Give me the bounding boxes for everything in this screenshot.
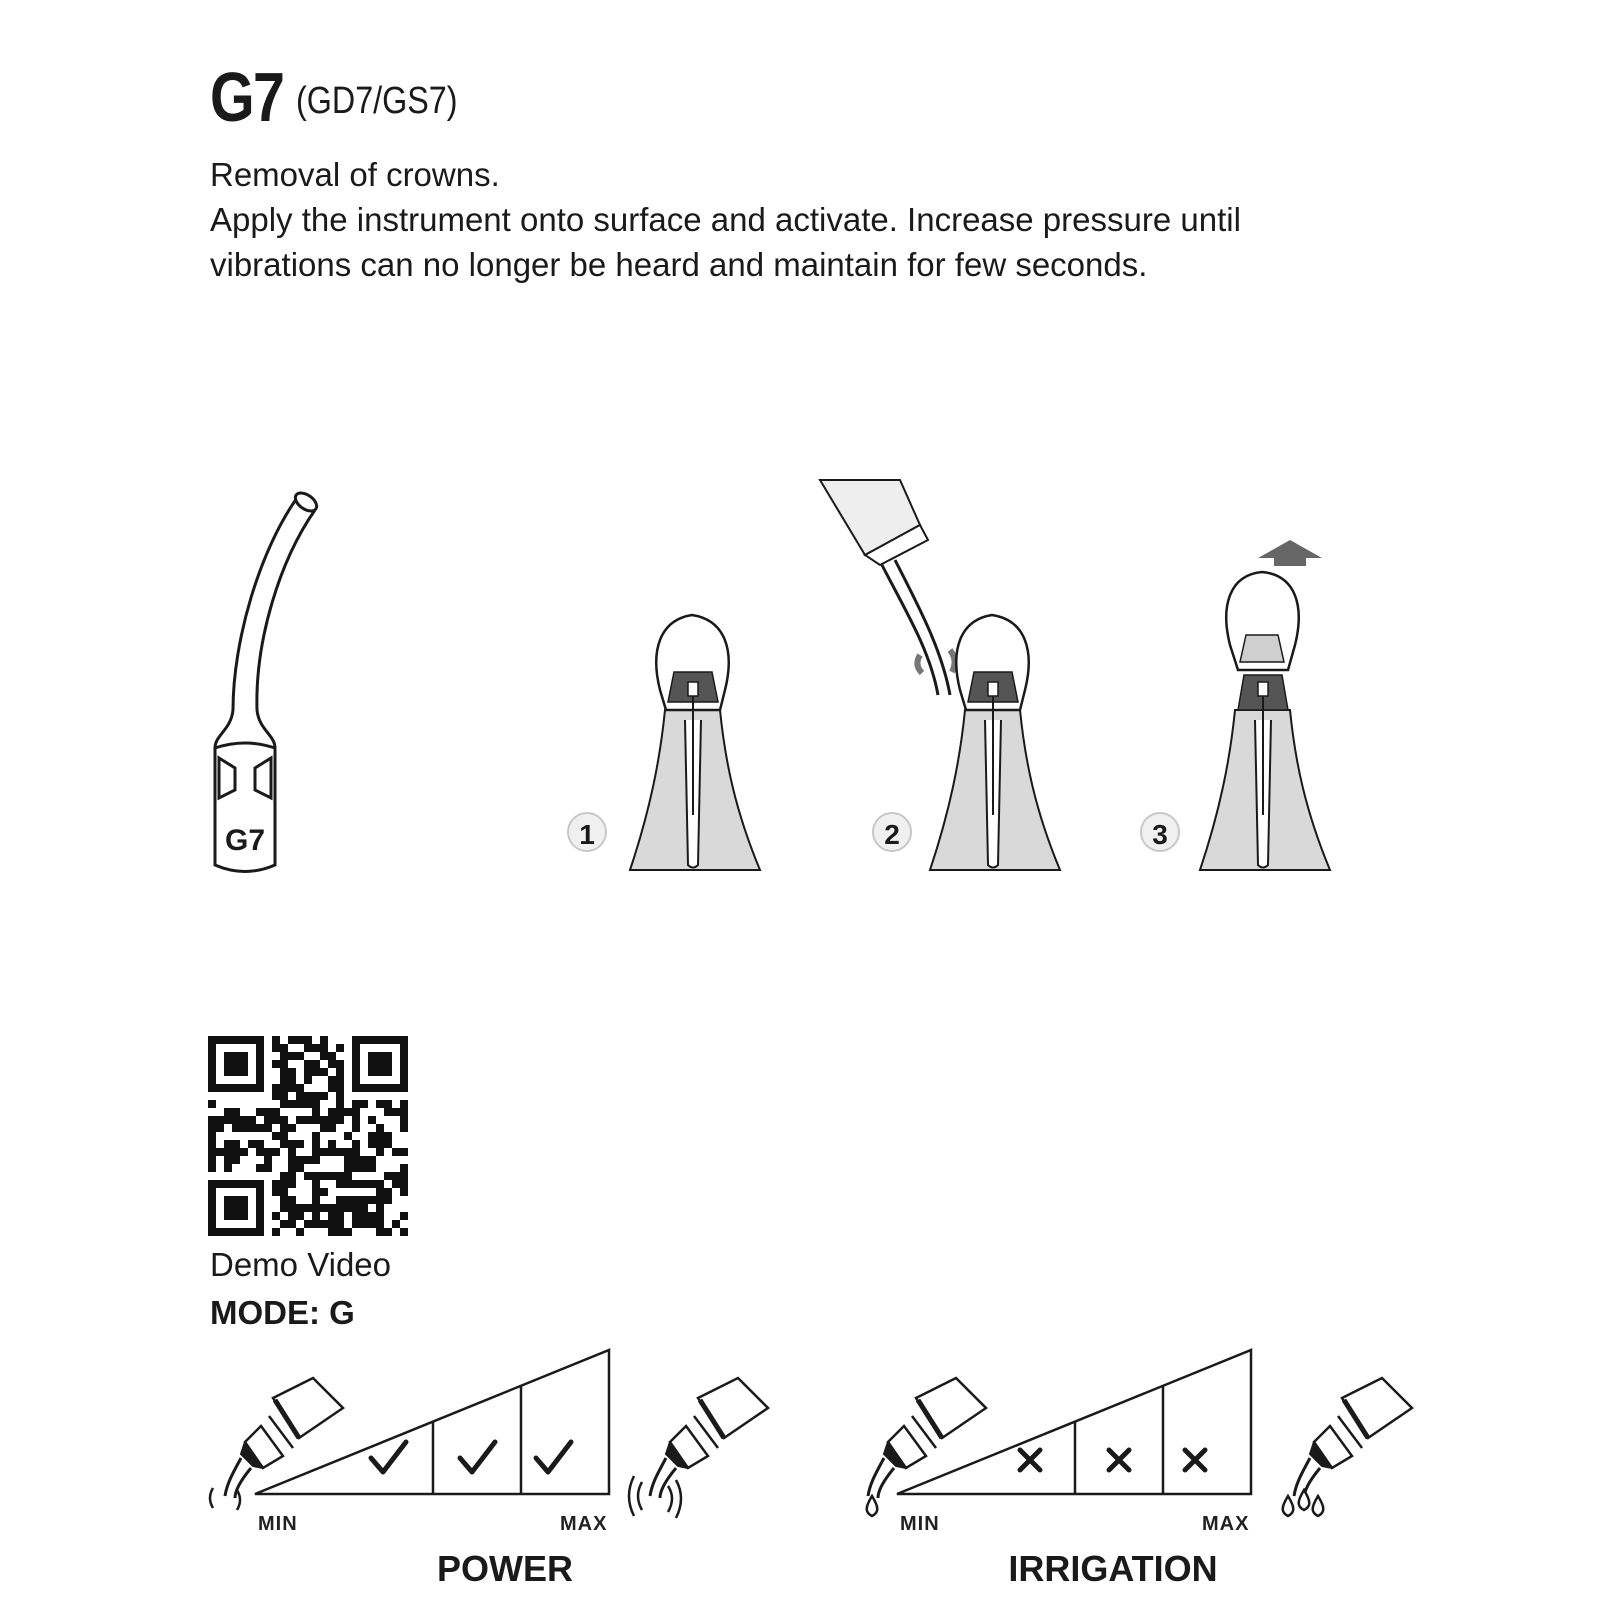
qr-finder-pattern [212, 1184, 260, 1232]
step-1-illustration [570, 580, 790, 880]
power-title: POWER [436, 1548, 573, 1589]
product-variants: (GD7/GS7) [296, 80, 458, 122]
step-3-illustration [1150, 520, 1410, 880]
irrigation-max-handpiece-icon [1272, 1378, 1412, 1518]
step-2-illustration [820, 480, 1120, 880]
qr-finder-pattern [356, 1040, 404, 1088]
power-max-label: MAX [560, 1513, 608, 1535]
power-scale [253, 1348, 613, 1498]
qr-finder-pattern [212, 1040, 260, 1088]
step-2-number: 2 [884, 819, 900, 850]
irrigation-title: IRRIGATION [1008, 1548, 1218, 1589]
irrigation-min-label: MIN [900, 1513, 940, 1535]
irrigation-max-label: MAX [1202, 1513, 1250, 1535]
mode-label: MODE: G [210, 1294, 355, 1331]
power-min-label: MIN [258, 1513, 298, 1535]
step-3-number: 3 [1152, 819, 1168, 850]
step-1-number: 1 [579, 819, 595, 850]
description-line-1: Removal of crowns. [210, 156, 500, 193]
power-max-handpiece-icon [628, 1378, 768, 1518]
description-line-2: Apply the instrument onto surface and activate. Increase pressure until [210, 201, 1241, 238]
tip-engraving: G7 [224, 824, 266, 857]
scaler-tip-illustration [205, 480, 325, 880]
demo-video-qr-code[interactable] [208, 1036, 408, 1236]
demo-video-caption: Demo Video [210, 1246, 392, 1283]
product-title: G7 [210, 58, 284, 136]
lift-arrow-icon [1258, 540, 1322, 566]
description-line-3: vibrations can no longer be heard and maintain for few seconds. [210, 246, 1148, 283]
irrigation-scale [895, 1348, 1255, 1498]
